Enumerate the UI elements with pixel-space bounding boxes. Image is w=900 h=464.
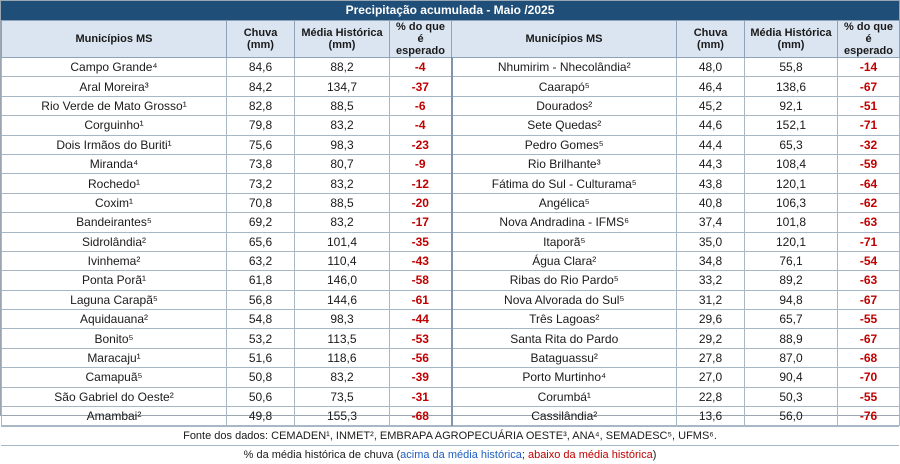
pct-cell: -23: [390, 135, 452, 154]
table-row: [2, 58, 900, 77]
chuva-cell: 31,2: [677, 290, 745, 309]
media-cell: 98,3: [295, 135, 390, 154]
pct-cell: -4: [390, 58, 452, 77]
chuva-cell: 56,8: [227, 290, 295, 309]
media-cell: 155,3: [295, 407, 390, 426]
municipio-cell: Ponta Porã¹: [2, 271, 227, 290]
legend-prefix: % da média histórica de chuva (: [243, 449, 401, 462]
media-cell: 88,5: [295, 193, 390, 212]
pct-cell: -55: [838, 387, 900, 406]
pct-cell: -55: [838, 310, 900, 329]
chuva-cell: 29,2: [677, 329, 745, 348]
chuva-cell: 79,8: [227, 116, 295, 135]
pct-cell: -76: [838, 407, 900, 426]
municipio-cell: Santa Rita do Pardo: [452, 329, 677, 348]
chuva-cell: 44,3: [677, 154, 745, 173]
table-row: [2, 310, 900, 329]
chuva-cell: 46,4: [677, 77, 745, 96]
municipio-cell: Aral Moreira³: [2, 77, 227, 96]
municipio-cell: Corumbá¹: [452, 387, 677, 406]
chuva-cell: 48,0: [677, 58, 745, 77]
chuva-cell: 63,2: [227, 251, 295, 270]
chuva-cell: 73,2: [227, 174, 295, 193]
media-cell: 146,0: [295, 271, 390, 290]
municipio-cell: Camapuã⁵: [2, 368, 227, 387]
chuva-cell: 27,8: [677, 348, 745, 367]
municipio-cell: Corguinho¹: [2, 116, 227, 135]
pct-cell: -68: [390, 407, 452, 426]
municipio-cell: Pedro Gomes⁵: [452, 135, 677, 154]
table-row: [2, 77, 900, 96]
municipio-cell: Aquidauana²: [2, 310, 227, 329]
chuva-cell: 50,6: [227, 387, 295, 406]
municipio-cell: Dois Irmãos do Buriti¹: [2, 135, 227, 154]
chuva-cell: 61,8: [227, 271, 295, 290]
media-cell: 98,3: [295, 310, 390, 329]
media-cell: 88,9: [745, 329, 838, 348]
chuva-cell: 75,6: [227, 135, 295, 154]
media-cell: 50,3: [745, 387, 838, 406]
municipio-cell: Três Lagoas²: [452, 310, 677, 329]
pct-cell: -12: [390, 174, 452, 193]
header-media-left: Média Histórica (mm): [295, 21, 390, 58]
pct-cell: -6: [390, 96, 452, 115]
municipio-cell: Sete Quedas²: [452, 116, 677, 135]
municipio-cell: Rio Verde de Mato Grosso¹: [2, 96, 227, 115]
pct-cell: -59: [838, 154, 900, 173]
chuva-cell: 84,6: [227, 58, 295, 77]
media-cell: 92,1: [745, 96, 838, 115]
chuva-cell: 33,2: [677, 271, 745, 290]
pct-cell: -68: [838, 348, 900, 367]
municipio-cell: Nova Andradina - IFMS⁶: [452, 213, 677, 232]
chuva-cell: 43,8: [677, 174, 745, 193]
media-cell: 83,2: [295, 368, 390, 387]
media-cell: 113,5: [295, 329, 390, 348]
table-row: [2, 290, 900, 309]
municipio-cell: Nova Alvorada do Sul⁵: [452, 290, 677, 309]
table-title: Precipitação acumulada - Maio /2025: [1, 1, 899, 20]
municipio-cell: Campo Grande⁴: [2, 58, 227, 77]
pct-cell: -71: [838, 232, 900, 251]
legend-above: acima da média histórica: [400, 449, 522, 462]
media-cell: 55,8: [745, 58, 838, 77]
municipio-cell: Coxim¹: [2, 193, 227, 212]
header-pct-left: % do que é esperado: [390, 21, 452, 58]
media-cell: 56,0: [745, 407, 838, 426]
pct-cell: -58: [390, 271, 452, 290]
municipio-cell: Ribas do Rio Pardo⁵: [452, 271, 677, 290]
pct-cell: -4: [390, 116, 452, 135]
header-municipio-left: Municípios MS: [2, 21, 227, 58]
media-cell: 152,1: [745, 116, 838, 135]
chuva-cell: 22,8: [677, 387, 745, 406]
pct-cell: -32: [838, 135, 900, 154]
table-row: [2, 213, 900, 232]
table-row: [2, 174, 900, 193]
table-row: [2, 116, 900, 135]
municipio-cell: Maracaju¹: [2, 348, 227, 367]
municipio-cell: Angélica⁵: [452, 193, 677, 212]
media-cell: 83,2: [295, 116, 390, 135]
pct-cell: -35: [390, 232, 452, 251]
municipio-cell: Sidrolândia²: [2, 232, 227, 251]
table-row: [2, 251, 900, 270]
table-row: [2, 232, 900, 251]
municipio-cell: Ivinhema²: [2, 251, 227, 270]
legend-suffix: ): [652, 449, 657, 462]
precipitation-table: [1, 20, 900, 426]
table-row: [2, 348, 900, 367]
chuva-cell: 34,8: [677, 251, 745, 270]
media-cell: 73,5: [295, 387, 390, 406]
pct-cell: -62: [838, 193, 900, 212]
pct-cell: -71: [838, 116, 900, 135]
media-cell: 87,0: [745, 348, 838, 367]
header-chuva-left: Chuva (mm): [227, 21, 295, 58]
municipio-cell: Nhumirim - Nhecolândia²: [452, 58, 677, 77]
table-row: [2, 135, 900, 154]
municipio-cell: Rio Brilhante³: [452, 154, 677, 173]
chuva-cell: 13,6: [677, 407, 745, 426]
pct-cell: -20: [390, 193, 452, 212]
data-sources-footer: Fonte dos dados: CEMADEN¹, INMET², EMBRAPA AGROPECUÁRIA OESTE³, ANA⁴, SEMADESC⁵, UFMS⁶.: [1, 426, 899, 445]
media-cell: 118,6: [295, 348, 390, 367]
pct-cell: -63: [838, 213, 900, 232]
chuva-cell: 49,8: [227, 407, 295, 426]
chuva-cell: 84,2: [227, 77, 295, 96]
media-cell: 134,7: [295, 77, 390, 96]
chuva-cell: 40,8: [677, 193, 745, 212]
chuva-cell: 44,4: [677, 135, 745, 154]
pct-cell: -67: [838, 77, 900, 96]
pct-cell: -37: [390, 77, 452, 96]
media-cell: 65,7: [745, 310, 838, 329]
pct-cell: -70: [838, 368, 900, 387]
municipio-cell: Bataguassu²: [452, 348, 677, 367]
header-chuva-right: Chuva (mm): [677, 21, 745, 58]
pct-cell: -14: [838, 58, 900, 77]
table-row: [2, 387, 900, 406]
municipio-cell: Dourados²: [452, 96, 677, 115]
table-row: [2, 154, 900, 173]
chuva-cell: 45,2: [677, 96, 745, 115]
media-cell: 120,1: [745, 232, 838, 251]
municipio-cell: Água Clara²: [452, 251, 677, 270]
legend-line: [1, 445, 899, 464]
municipio-cell: Caarapó⁵: [452, 77, 677, 96]
chuva-cell: 27,0: [677, 368, 745, 387]
chuva-cell: 37,4: [677, 213, 745, 232]
media-cell: 110,4: [295, 251, 390, 270]
media-cell: 88,5: [295, 96, 390, 115]
municipio-cell: Bandeirantes⁵: [2, 213, 227, 232]
header-pct-right: % do que é esperado: [838, 21, 900, 58]
chuva-cell: 29,6: [677, 310, 745, 329]
municipio-cell: Bonito⁵: [2, 329, 227, 348]
legend-sep: ;: [521, 449, 528, 462]
pct-cell: -61: [390, 290, 452, 309]
media-cell: 138,6: [745, 77, 838, 96]
media-cell: 80,7: [295, 154, 390, 173]
chuva-cell: 70,8: [227, 193, 295, 212]
media-cell: 101,8: [745, 213, 838, 232]
header-row: [2, 21, 900, 58]
pct-cell: -54: [838, 251, 900, 270]
pct-cell: -56: [390, 348, 452, 367]
municipio-cell: Amambai²: [2, 407, 227, 426]
media-cell: 89,2: [745, 271, 838, 290]
pct-cell: -51: [838, 96, 900, 115]
chuva-cell: 73,8: [227, 154, 295, 173]
media-cell: 106,3: [745, 193, 838, 212]
pct-cell: -9: [390, 154, 452, 173]
media-cell: 144,6: [295, 290, 390, 309]
chuva-cell: 54,8: [227, 310, 295, 329]
chuva-cell: 35,0: [677, 232, 745, 251]
municipio-cell: Rochedo¹: [2, 174, 227, 193]
municipio-cell: São Gabriel do Oeste²: [2, 387, 227, 406]
chuva-cell: 65,6: [227, 232, 295, 251]
pct-cell: -39: [390, 368, 452, 387]
municipio-cell: Miranda⁴: [2, 154, 227, 173]
municipio-cell: Itaporã⁵: [452, 232, 677, 251]
table-row: [2, 329, 900, 348]
pct-cell: -43: [390, 251, 452, 270]
pct-cell: -67: [838, 290, 900, 309]
media-cell: 76,1: [745, 251, 838, 270]
pct-cell: -17: [390, 213, 452, 232]
media-cell: 90,4: [745, 368, 838, 387]
pct-cell: -63: [838, 271, 900, 290]
media-cell: 65,3: [745, 135, 838, 154]
media-cell: 94,8: [745, 290, 838, 309]
table-row: [2, 271, 900, 290]
header-media-right: Média Histórica (mm): [745, 21, 838, 58]
media-cell: 108,4: [745, 154, 838, 173]
media-cell: 101,4: [295, 232, 390, 251]
media-cell: 120,1: [745, 174, 838, 193]
pct-cell: -64: [838, 174, 900, 193]
table-row: [2, 368, 900, 387]
media-cell: 88,2: [295, 58, 390, 77]
table-row: [2, 193, 900, 212]
chuva-cell: 44,6: [677, 116, 745, 135]
chuva-cell: 53,2: [227, 329, 295, 348]
pct-cell: -53: [390, 329, 452, 348]
chuva-cell: 51,6: [227, 348, 295, 367]
media-cell: 83,2: [295, 213, 390, 232]
municipio-cell: Cassilândia²: [452, 407, 677, 426]
header-municipio-right: Municípios MS: [452, 21, 677, 58]
municipio-cell: Porto Murtinho⁴: [452, 368, 677, 387]
table-row: [2, 96, 900, 115]
municipio-cell: Fátima do Sul - Culturama⁵: [452, 174, 677, 193]
pct-cell: -67: [838, 329, 900, 348]
media-cell: 83,2: [295, 174, 390, 193]
legend-below: abaixo da média histórica: [527, 449, 653, 462]
chuva-cell: 50,8: [227, 368, 295, 387]
chuva-cell: 69,2: [227, 213, 295, 232]
pct-cell: -44: [390, 310, 452, 329]
table-row: [2, 407, 900, 426]
pct-cell: -31: [390, 387, 452, 406]
municipio-cell: Laguna Carapã⁵: [2, 290, 227, 309]
chuva-cell: 82,8: [227, 96, 295, 115]
